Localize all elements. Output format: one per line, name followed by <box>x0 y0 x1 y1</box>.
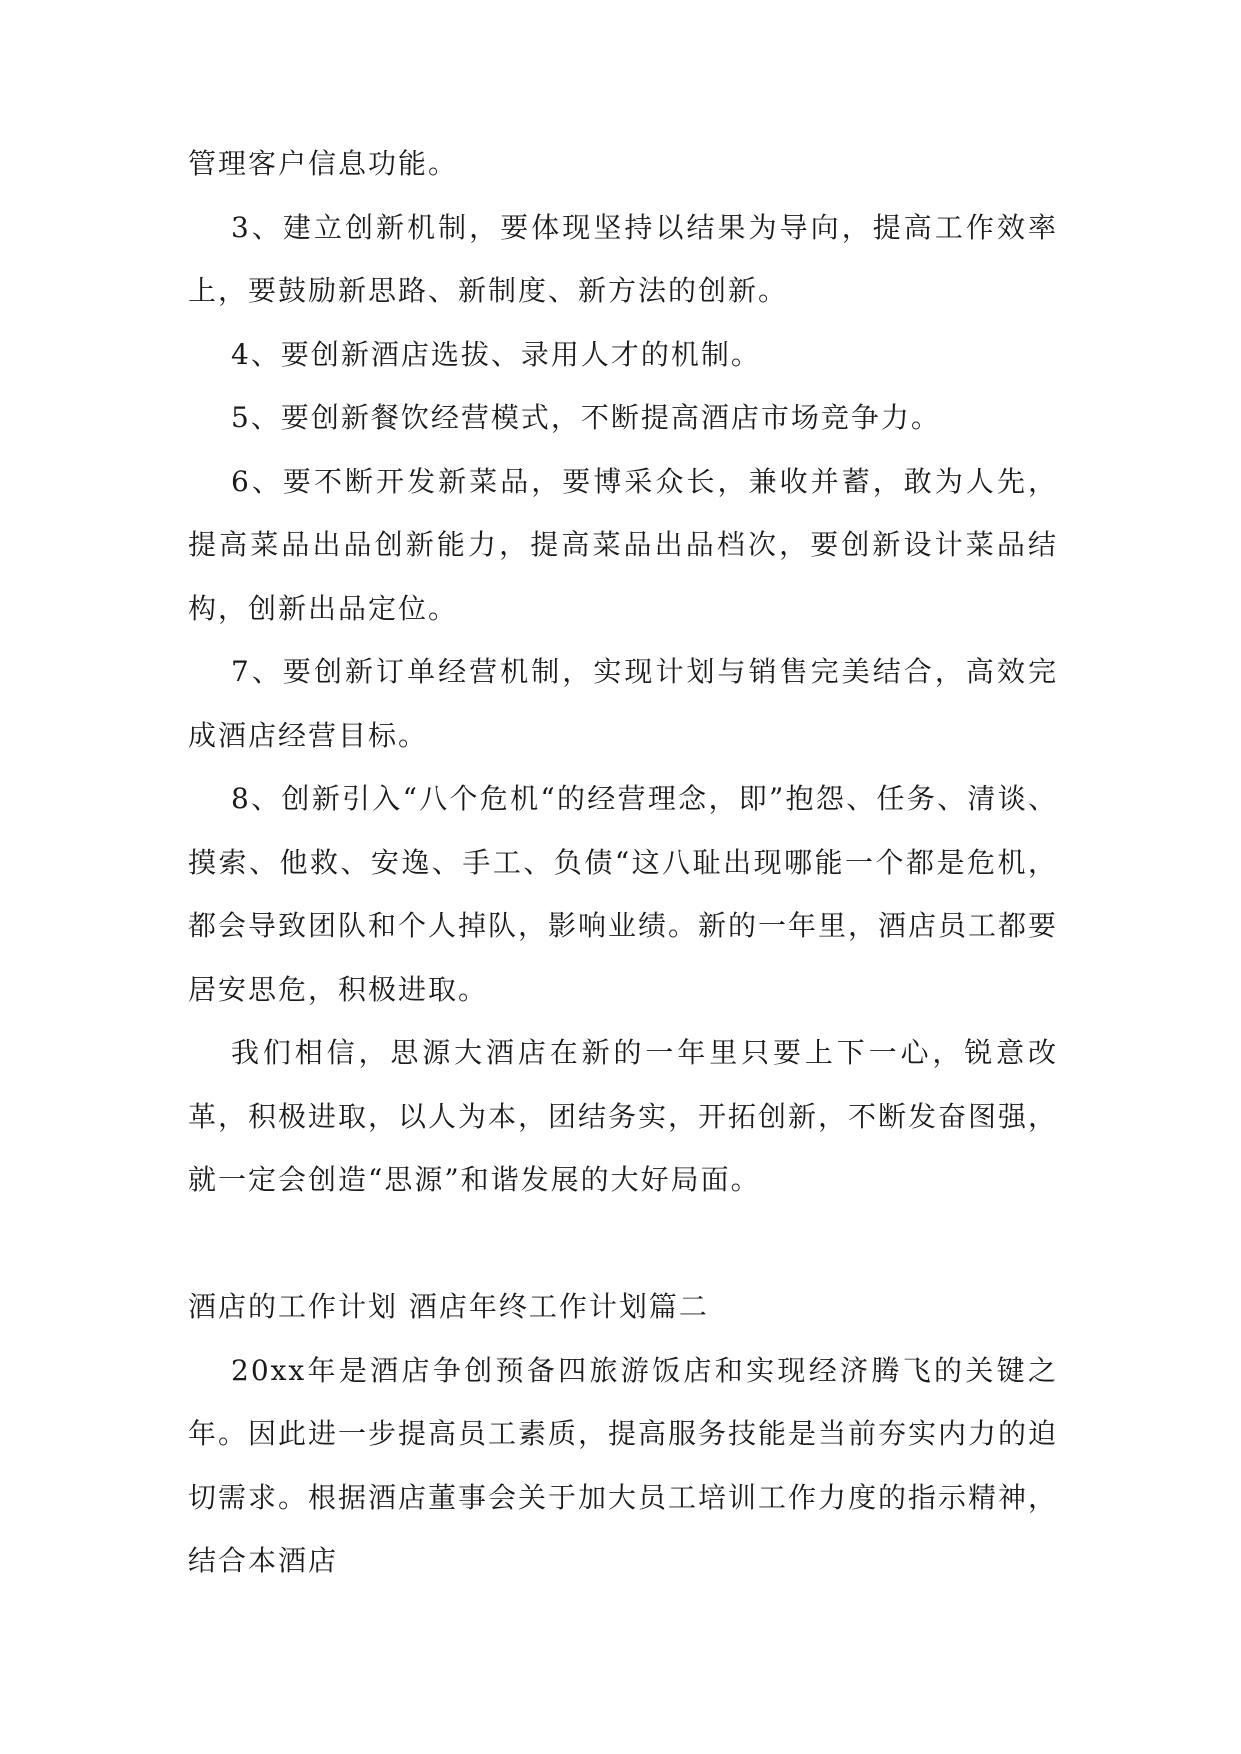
paragraph-item-3: 3、建立创新机制，要体现坚持以结果为导向，提高工作效率上，要鼓励新思路、新制度、新方法的创新。 <box>188 210 1058 307</box>
document-body <box>188 132 1058 1593</box>
paragraph-continuation: 管理客户信息功能。 <box>188 147 459 180</box>
paragraph-item-6: 6、要不断开发新菜品，要博采众长，兼收并蓄，敢为人先，提高菜品出品创新能力，提高菜品出品档次，要创新设计菜品结构，创新出品定位。 <box>188 464 1058 625</box>
paragraph-conclusion: 我们相信，思源大酒店在新的一年里只要上下一心，锐意改革，积极进取，以人为本，团结务实，开拓创新，不断发奋图强，就一定会创造“思源”和谐发展的大好局面。 <box>188 1036 1059 1196</box>
paragraph-item-5: 5、要创新餐饮经营模式，不断提高酒店市场竞争力。 <box>231 401 941 434</box>
section-gap <box>188 1212 1058 1276</box>
paragraph-item-7: 7、要创新订单经营机制，实现计划与销售完美结合，高效完成酒店经营目标。 <box>188 655 1058 752</box>
section-title: 酒店的工作计划 酒店年终工作计划篇二 <box>188 1290 709 1323</box>
paragraph-item-4: 4、要创新酒店选拔、录用人才的机制。 <box>231 337 761 371</box>
section-paragraph: 20xx年是酒店争创预备四旅游饭店和实现经济腾飞的关键之年。因此进一步提高员工素质，提高服务技能是当前夯实内力的迫切需求。根据酒店董事会关于加大员工培训工作力度的指示精神，结合本酒店 <box>188 1353 1059 1577</box>
paragraph-item-8: 8、创新引入“八个危机“的经营理念，即”抱怨、任务、清谈、摸索、他救、安逸、手工、负债“这八耻出现哪能一个都是危机，都会导致团队和个人掉队，影响业绩。新的一年里，酒店员工都要居安思危，积极进取。 <box>188 782 1059 1006</box>
